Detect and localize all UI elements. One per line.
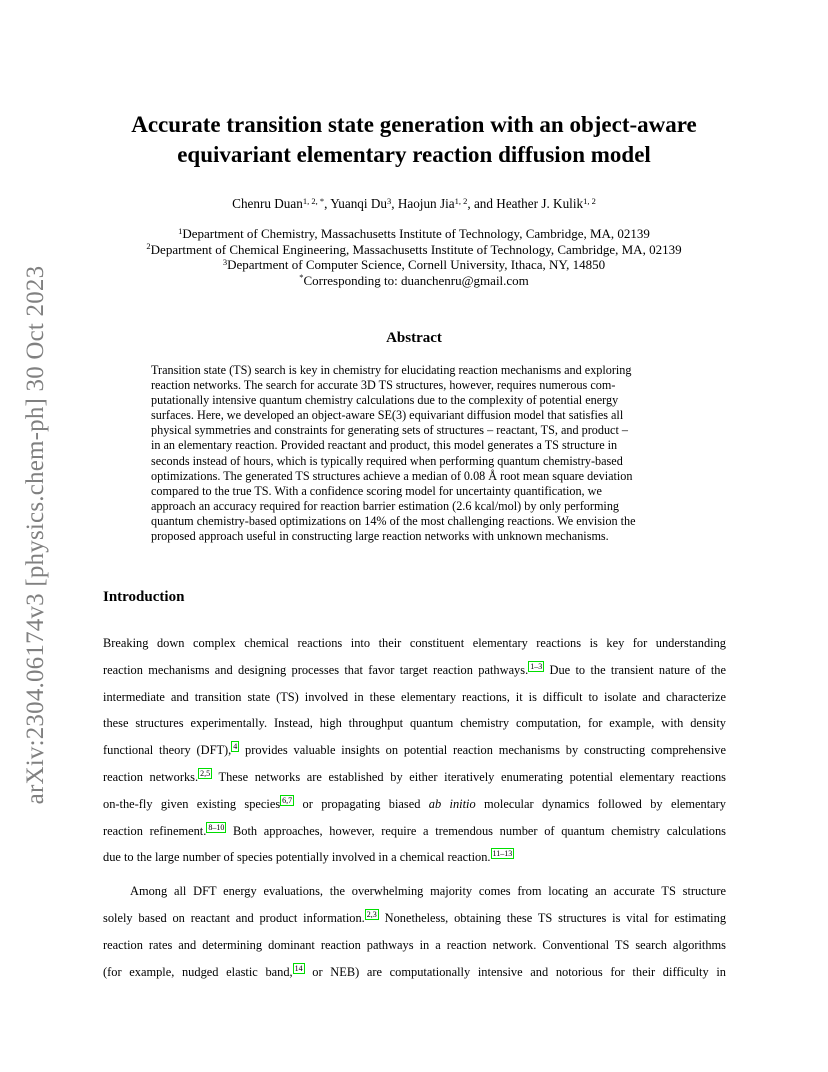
body-line: reaction rates and determining dominant reaction pathways in a reaction network. Conventional TS search algorithms [103,937,726,952]
author-affiliation-marker: 1, 2 [583,195,596,206]
body-text-span: provides valuable insights on potential reaction mechanisms by constructing comprehensive [239,743,726,758]
abstract-line: reaction networks. The search for accurate 3D TS structures, however, requires numerous com- [151,378,616,393]
abstract-line: physical symmetries and constraints for generating sets of structures – reactant, TS, and product – [151,423,628,438]
abstract-line: optimizations. The generated TS structures achieve a median of 0.08 Å root mean square deviation [151,468,633,483]
abstract-line: surfaces. Here, we developed an object-aware SE(3) equivariant diffusion model that satisfies all [151,408,624,423]
affiliation-text: Department of Chemical Engineering, Massachusetts Institute of Technology, Cambridge, MA, 02139 [150,241,682,257]
affiliation [100,226,728,242]
body-text-span: Nonetheless, obtaining these TS structures is vital for estimating [378,910,727,925]
affiliation-marker: * [299,272,304,283]
body-line: these structures experimentally. Instead, high throughput quantum chemistry computation, for example, with density [103,716,726,731]
affiliation [100,242,728,258]
title-line: equivariant elementary reaction diffusion model [177,142,651,167]
body-text-span: These networks are established by either iteratively enumerating potential elementary reactions [212,769,726,784]
abstract-line: approach an accuracy required for reaction barrier estimation (2.6 kcal/mol) by only performing [151,498,620,513]
introduction-body [103,634,726,989]
author-name: , and Heather J. Kulik [467,196,584,211]
author-name: Chenru Duan [232,196,303,211]
abstract-line: putationally intensive quantum chemistry calculations due to the complexity of potential energy [151,393,619,408]
body-line: intermediate and transition state (TS) involved in these elementary reactions, it is difficult to isolate and characterize [103,689,726,704]
abstract-line: proposed approach useful in constructing large reaction networks with unknown mechanisms. [151,529,609,544]
corresponding-email: Corresponding to: duanchenru@gmail.com [303,272,529,288]
abstract-heading: Abstract [386,330,442,346]
body-line [103,795,726,822]
body-text-span: (for example, nudged elastic band, [103,964,293,979]
introduction-heading: Introduction [103,589,185,605]
citation-link[interactable]: 4 [233,742,238,752]
body-text-span: Due to the transient nature of the [544,662,726,677]
citation-link[interactable]: 6,7 [282,795,293,805]
body-line [103,661,726,688]
body-text-span: reaction refinement. [103,823,207,838]
body-text-span: solely based on reactant and product information. [103,910,365,925]
body-text-span: functional theory (DFT), [103,743,232,758]
body-line [103,822,726,849]
author-affiliation-marker: 1, 2, * [302,195,325,206]
citation-link[interactable]: 2,5 [200,768,211,778]
body-text-span: due to the large number of species potentially involved in a chemical reaction. [103,850,491,865]
body-text-span: or NEB) are computationally intensive and notorious for their difficulty in [304,964,727,979]
abstract-line: compared to the true TS. With a confidence scoring model for uncertainty quantification, we [151,483,602,498]
body-text-span: on-the-fly given existing species [103,796,281,811]
body-text-span: or propagating biased [294,796,429,811]
abstract-line: Transition state (TS) search is key in chemistry for elucidating reaction mechanisms and exploring [151,363,632,377]
title-line: Accurate transition state generation with an object-aware [131,112,697,137]
author-affiliation-marker: 3 [386,195,392,206]
author-name: , Yuanqi Du [324,196,387,211]
abstract-line: quantum chemistry-based optimizations on 14% of the most challenging reactions. We envision the [151,513,636,528]
body-text-span: reaction networks. [103,769,199,784]
author-affiliation-marker: 1, 2 [454,195,468,206]
body-text-span: reaction mechanisms and designing processes that favor target reaction pathways. [103,662,529,677]
affiliation-marker: 3 [222,256,228,267]
citation-link[interactable]: 14 [294,963,303,973]
abstract-body [151,363,677,544]
affiliation-marker: 2 [146,241,151,252]
body-line: Among all DFT energy evaluations, the overwhelming majority comes from locating an accurate TS structure [130,884,726,899]
affiliation-text: Department of Computer Science, Cornell University, Ithaca, NY, 14850 [227,257,606,272]
affiliation-text: Department of Chemistry, Massachusetts Institute of Technology, Cambridge, MA, 02139 [182,226,650,241]
arxiv-identifier-stamp: arXiv:2304.06174v3 [physics.chem-ph] 30 Oct 2023 [22,265,49,805]
citation-link[interactable]: 8–10 [208,822,225,832]
author-name: , Haojun Jia [391,196,455,211]
affiliation-marker: 1 [178,225,183,236]
body-line [103,848,726,875]
body-line [103,741,726,768]
paragraph-gap [103,875,726,882]
author-list [100,196,728,212]
body-text-span: molecular dynamics followed by elementary [475,796,726,811]
citation-link[interactable]: 11–13 [492,849,513,859]
corresponding-author [100,273,728,289]
body-line [103,768,726,795]
paper-title [100,110,728,170]
affiliation-list [100,226,728,288]
affiliation [100,257,728,273]
abstract-line: in an elementary reaction. Provided reactant and product, this model generates a TS structure in [151,438,618,453]
italic-term: ab initio [428,796,476,811]
citation-link[interactable]: 1–3 [530,661,543,671]
citation-link[interactable]: 2,3 [366,909,377,919]
body-line [103,909,726,936]
body-text-span: Both approaches, however, require a tremendous number of quantum chemistry calculations [226,823,726,838]
body-line: Breaking down complex chemical reactions into their constituent elementary reactions is key for understanding [103,636,726,650]
body-line [103,963,726,990]
abstract-line: seconds instead of hours, which is typically required when performing quantum chemistry-based [151,453,623,468]
